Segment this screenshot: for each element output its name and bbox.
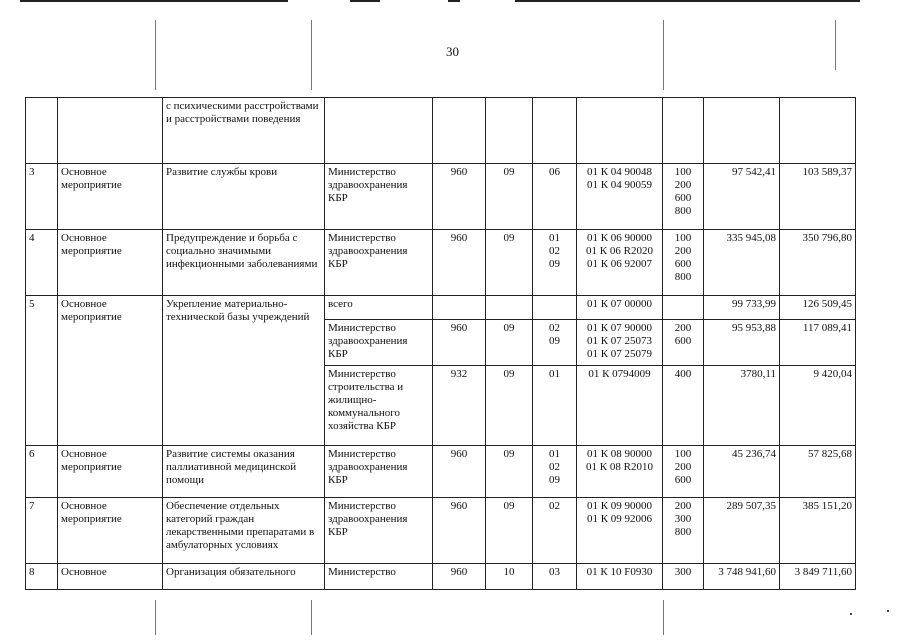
row-type-line: Основное мероприятие bbox=[61, 298, 122, 323]
target-article-cell-line: 01 К 06 90000 bbox=[586, 232, 653, 244]
amount-year1-cell bbox=[704, 446, 780, 498]
amount-year1-cell-line: 3 748 941,60 bbox=[718, 566, 776, 578]
table-row bbox=[26, 564, 856, 590]
row-name-line: Организация обязательного bbox=[166, 566, 296, 578]
row-type-line: Основное мероприятие bbox=[61, 232, 122, 257]
section-cell bbox=[486, 164, 533, 230]
amount-year1-cell bbox=[704, 498, 780, 564]
target-article-cell bbox=[577, 320, 663, 366]
section-cell bbox=[486, 446, 533, 498]
amount-year2-cell-line: 385 151,20 bbox=[802, 500, 852, 512]
section-cell-line: 09 bbox=[503, 500, 515, 512]
expense-type-cell-line: 800 bbox=[674, 526, 692, 538]
amount-year2-cell-line: 117 089,41 bbox=[802, 322, 852, 334]
row-name-line: Обеспечение отдельных категорий граждан лекарственными препаратами в амбулаторных условиях bbox=[166, 500, 315, 551]
expense-type-cell-line: 200 bbox=[674, 179, 692, 191]
executor-cell bbox=[325, 230, 433, 296]
amount-year2-cell bbox=[780, 498, 856, 564]
amount-year2-cell bbox=[780, 98, 856, 164]
amount-year2-cell-line: 57 825,68 bbox=[808, 448, 852, 460]
table-row bbox=[26, 446, 856, 498]
subsection-cell-line: 09 bbox=[549, 474, 560, 486]
section-cell bbox=[486, 98, 533, 164]
amount-year1-cell bbox=[704, 296, 780, 320]
subsection-cell bbox=[533, 320, 577, 366]
expense-type-cell bbox=[663, 320, 704, 366]
scan-artifact-line bbox=[311, 600, 312, 635]
amount-year2-cell-line: 126 509,45 bbox=[802, 298, 852, 310]
section-cell bbox=[486, 564, 533, 590]
amount-year1-cell bbox=[704, 98, 780, 164]
amount-year1-cell-line: 3780,11 bbox=[740, 368, 776, 380]
table-row bbox=[26, 230, 856, 296]
row-name bbox=[163, 296, 325, 446]
subsection-cell-line: 02 bbox=[549, 245, 560, 257]
target-article-cell-line: 01 К 09 90000 bbox=[586, 500, 653, 512]
executor-cell-line: Министерство здравоохранения КБР bbox=[328, 166, 408, 204]
grbs-cell bbox=[433, 164, 486, 230]
expense-type-cell-line: 600 bbox=[674, 192, 692, 204]
section-cell-line: 10 bbox=[503, 566, 515, 578]
subsection-cell bbox=[533, 230, 577, 296]
row-number bbox=[26, 498, 58, 564]
row-name-line: Развитие службы крови bbox=[166, 166, 278, 178]
amount-year1-cell-line: 97 542,41 bbox=[732, 166, 776, 178]
grbs-cell bbox=[433, 446, 486, 498]
subsection-cell-line: 03 bbox=[549, 566, 560, 578]
amount-year1-cell bbox=[704, 230, 780, 296]
executor-cell bbox=[325, 564, 433, 590]
row-name bbox=[163, 446, 325, 498]
row-type bbox=[58, 296, 163, 446]
target-article-cell-line: 01 К 09 92006 bbox=[586, 513, 653, 525]
row-type bbox=[58, 230, 163, 296]
section-cell bbox=[486, 498, 533, 564]
table-row bbox=[26, 98, 856, 164]
subsection-cell bbox=[533, 98, 577, 164]
table-row bbox=[26, 164, 856, 230]
amount-year1-cell-line: 99 733,99 bbox=[732, 298, 776, 310]
expense-type-cell-line: 800 bbox=[674, 205, 692, 217]
row-type bbox=[58, 498, 163, 564]
scan-dot bbox=[850, 613, 852, 615]
subsection-cell-line: 02 bbox=[549, 322, 560, 334]
expense-type-cell bbox=[663, 164, 704, 230]
executor-cell bbox=[325, 366, 433, 446]
row-number bbox=[26, 230, 58, 296]
subsection-cell bbox=[533, 164, 577, 230]
target-article-cell bbox=[577, 296, 663, 320]
row-name bbox=[163, 564, 325, 590]
grbs-cell bbox=[433, 230, 486, 296]
amount-year2-cell-line: 9 420,04 bbox=[813, 368, 852, 380]
expense-type-cell bbox=[663, 230, 704, 296]
grbs-cell bbox=[433, 564, 486, 590]
section-cell-line: 09 bbox=[503, 232, 515, 244]
row-name-line: с психическими расстройствами и расстройствами поведения bbox=[166, 100, 319, 125]
row-number bbox=[26, 98, 58, 164]
amount-year2-cell bbox=[780, 296, 856, 320]
amount-year2-cell bbox=[780, 564, 856, 590]
executor-cell bbox=[325, 498, 433, 564]
executor-cell-line: Министерство здравоохранения КБР bbox=[328, 500, 408, 538]
scan-top-line-right bbox=[515, 0, 860, 2]
target-article-cell-line: 01 К 04 90048 bbox=[586, 166, 653, 178]
row-type bbox=[58, 98, 163, 164]
target-article-cell-line: 01 К 07 25079 bbox=[586, 348, 653, 360]
row-name-line: Развитие системы оказания паллиативной медицинской помощи bbox=[166, 448, 297, 486]
expense-type-cell bbox=[663, 296, 704, 320]
amount-year1-cell-line: 45 236,74 bbox=[732, 448, 776, 460]
target-article-cell-line: 01 К 08 90000 bbox=[586, 448, 653, 460]
grbs-cell bbox=[433, 320, 486, 366]
executor-cell-line: Министерство строительства и жилищно-коммунального хозяйства КБР bbox=[328, 368, 404, 432]
executor-cell bbox=[325, 320, 433, 366]
row-name bbox=[163, 98, 325, 164]
row-number bbox=[26, 296, 58, 446]
subsection-cell bbox=[533, 564, 577, 590]
amount-year2-cell-line: 3 849 711,60 bbox=[794, 566, 852, 578]
expense-type-cell bbox=[663, 564, 704, 590]
row-name bbox=[163, 164, 325, 230]
expense-type-cell-line: 600 bbox=[674, 258, 692, 270]
target-article-cell bbox=[577, 98, 663, 164]
row-number-line: 7 bbox=[29, 500, 35, 512]
section-cell-line: 09 bbox=[503, 368, 515, 380]
target-article-cell bbox=[577, 164, 663, 230]
expense-type-cell-line: 200 bbox=[674, 461, 692, 473]
subsection-cell bbox=[533, 446, 577, 498]
expense-type-cell-line: 200 bbox=[674, 500, 692, 512]
expense-type-cell-line: 100 bbox=[674, 448, 692, 460]
target-article-cell-line: 01 К 0794009 bbox=[588, 368, 651, 380]
row-type-line: Основное мероприятие bbox=[61, 448, 122, 473]
amount-year1-cell bbox=[704, 564, 780, 590]
scan-top-line-mid2 bbox=[448, 0, 460, 2]
subsection-cell bbox=[533, 498, 577, 564]
expense-type-cell-line: 100 bbox=[674, 166, 692, 178]
executor-cell bbox=[325, 164, 433, 230]
scan-dot bbox=[887, 610, 889, 612]
target-article-cell-line: 01 К 06 R2020 bbox=[586, 245, 653, 257]
expense-type-cell-line: 600 bbox=[674, 474, 692, 486]
subsection-cell-line: 02 bbox=[549, 500, 560, 512]
amount-year1-cell-line: 95 953,88 bbox=[732, 322, 776, 334]
section-cell bbox=[486, 320, 533, 366]
expense-type-cell-line: 800 bbox=[674, 271, 692, 283]
grbs-cell-line: 960 bbox=[450, 166, 468, 178]
row-type-line: Основное bbox=[61, 566, 107, 578]
row-name bbox=[163, 230, 325, 296]
expense-type-cell-line: 200 bbox=[674, 245, 692, 257]
amount-year1-cell-line: 335 945,08 bbox=[726, 232, 776, 244]
expense-type-cell bbox=[663, 98, 704, 164]
executor-cell bbox=[325, 296, 433, 320]
amount-year2-cell-line: 350 796,80 bbox=[802, 232, 852, 244]
amount-year1-cell bbox=[704, 164, 780, 230]
expense-type-cell-line: 200 bbox=[674, 322, 692, 334]
target-article-cell bbox=[577, 366, 663, 446]
expense-type-cell bbox=[663, 366, 704, 446]
row-number-line: 4 bbox=[29, 232, 35, 244]
table-row bbox=[26, 498, 856, 564]
executor-cell-line: Министерство bbox=[328, 566, 396, 578]
expense-type-cell-line: 300 bbox=[674, 513, 692, 525]
grbs-cell-line: 960 bbox=[450, 500, 468, 512]
grbs-cell-line: 960 bbox=[450, 566, 468, 578]
row-name-line: Укрепление материально-технической базы учреждений bbox=[166, 298, 310, 323]
grbs-cell bbox=[433, 98, 486, 164]
target-article-cell-line: 01 К 10 F0930 bbox=[586, 566, 653, 578]
grbs-cell-line: 960 bbox=[450, 322, 468, 334]
row-name-line: Предупреждение и борьба с социально значимыми инфекционными заболеваниями bbox=[166, 232, 318, 270]
target-article-cell-line: 01 К 04 90059 bbox=[586, 179, 653, 191]
row-number-line: 8 bbox=[29, 566, 35, 578]
section-cell bbox=[486, 230, 533, 296]
section-cell bbox=[486, 296, 533, 320]
amount-year1-cell-line: 289 507,35 bbox=[726, 500, 776, 512]
expense-type-cell-line: 100 bbox=[674, 232, 692, 244]
subsection-cell-line: 01 bbox=[549, 232, 560, 244]
target-article-cell bbox=[577, 498, 663, 564]
subsection-cell-line: 09 bbox=[549, 335, 560, 347]
executor-cell-line: всего bbox=[328, 298, 353, 310]
row-number bbox=[26, 164, 58, 230]
row-number bbox=[26, 564, 58, 590]
subsection-cell-line: 01 bbox=[549, 448, 560, 460]
amount-year1-cell bbox=[704, 320, 780, 366]
grbs-cell-line: 932 bbox=[450, 368, 468, 380]
section-cell-line: 09 bbox=[503, 166, 515, 178]
row-type bbox=[58, 164, 163, 230]
amount-year2-cell bbox=[780, 320, 856, 366]
grbs-cell-line: 960 bbox=[450, 232, 468, 244]
executor-cell bbox=[325, 446, 433, 498]
target-article-cell-line: 01 К 08 R2010 bbox=[586, 461, 653, 473]
executor-cell-line: Министерство здравоохранения КБР bbox=[328, 448, 408, 486]
row-type-line: Основное мероприятие bbox=[61, 166, 122, 191]
amount-year2-cell bbox=[780, 366, 856, 446]
section-cell bbox=[486, 366, 533, 446]
target-article-cell bbox=[577, 230, 663, 296]
section-cell-line: 09 bbox=[503, 448, 515, 460]
row-number bbox=[26, 446, 58, 498]
scan-artifact-line bbox=[155, 600, 156, 635]
table-body bbox=[26, 98, 856, 590]
amount-year2-cell-line: 103 589,37 bbox=[802, 166, 852, 178]
expense-type-cell-line: 300 bbox=[674, 566, 692, 578]
target-article-cell-line: 01 К 07 00000 bbox=[586, 298, 653, 310]
grbs-cell bbox=[433, 366, 486, 446]
grbs-cell bbox=[433, 296, 486, 320]
row-number-line: 5 bbox=[29, 298, 35, 310]
target-article-cell-line: 01 К 07 25073 bbox=[586, 335, 653, 347]
section-cell-line: 09 bbox=[503, 322, 515, 334]
grbs-cell-line: 960 bbox=[450, 448, 468, 460]
scan-top-line-left bbox=[20, 0, 288, 2]
row-number-line: 6 bbox=[29, 448, 35, 460]
subsection-cell-line: 09 bbox=[549, 258, 560, 270]
target-article-cell-line: 01 К 06 92007 bbox=[586, 258, 653, 270]
executor-cell-line: Министерство здравоохранения КБР bbox=[328, 322, 408, 360]
page-number: 30 bbox=[446, 44, 459, 59]
row-type-line: Основное мероприятие bbox=[61, 500, 122, 525]
subsection-cell-line: 02 bbox=[549, 461, 560, 473]
subsection-cell-line: 01 bbox=[549, 368, 560, 380]
scan-top-line-mid bbox=[350, 0, 380, 2]
expense-type-cell-line: 600 bbox=[674, 335, 692, 347]
amount-year1-cell bbox=[704, 366, 780, 446]
row-number-line: 3 bbox=[29, 166, 35, 178]
subsection-cell-line: 06 bbox=[549, 166, 560, 178]
amount-year2-cell bbox=[780, 230, 856, 296]
subsection-cell bbox=[533, 296, 577, 320]
expense-type-cell-line: 400 bbox=[674, 368, 692, 380]
expense-type-cell bbox=[663, 446, 704, 498]
executor-cell-line: Министерство здравоохранения КБР bbox=[328, 232, 408, 270]
amount-year2-cell bbox=[780, 446, 856, 498]
subsection-cell bbox=[533, 366, 577, 446]
grbs-cell bbox=[433, 498, 486, 564]
target-article-cell bbox=[577, 446, 663, 498]
target-article-cell-line: 01 К 07 90000 bbox=[586, 322, 653, 334]
table-row bbox=[26, 296, 856, 320]
row-name bbox=[163, 498, 325, 564]
target-article-cell bbox=[577, 564, 663, 590]
scan-artifact-line bbox=[663, 600, 664, 635]
program-table bbox=[25, 97, 856, 590]
amount-year2-cell bbox=[780, 164, 856, 230]
row-type bbox=[58, 564, 163, 590]
executor-cell bbox=[325, 98, 433, 164]
row-type bbox=[58, 446, 163, 498]
expense-type-cell bbox=[663, 498, 704, 564]
